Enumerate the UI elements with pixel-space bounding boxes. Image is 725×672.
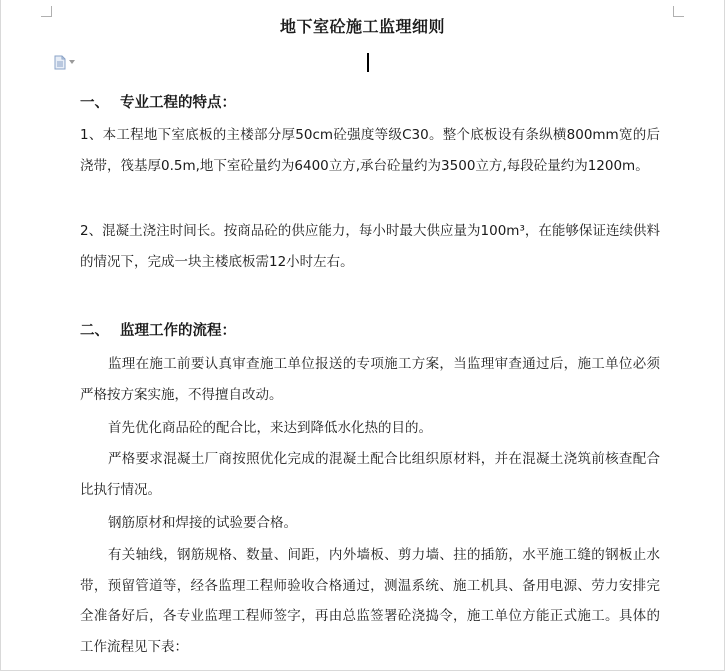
paragraph: 监理在施工前要认真审查施工单位报送的专项施工方案，当监理审查通过后，施工单位必须严格按方案实施，不得擅自改动。: [80, 356, 660, 403]
paragraph-options-button[interactable]: [54, 54, 78, 70]
section-number: 一、: [80, 95, 109, 111]
paragraph: 有关轴线，钢筋规格、数量、间距，内外墙板、剪力墙、拄的插筋，水平施工缝的钢板止水带，预留管道等，经各监理工程师验收合格通过，测温系统、施工机具、备用电源、劳力安排完全准备好后，各专业监理工程师签字，再由总监签署砼浇捣令，施工单位方能正式施工。具体的工作流程见下表：: [80, 547, 660, 655]
paragraph: 严格要求混凝土厂商按照优化完成的混凝土配合比组织原材料，并在混凝土浇筑前核查配合比执行情况。: [80, 451, 660, 498]
paragraph: 1、本工程地下室底板的主楼部分厚50cm砼强度等级C30。整个底板设有条纵横800mm宽的后浇带，筏基厚0.5m,地下室砼量约为6400立方,承台砼量约为3500立方,每段砼量约为1200m。: [80, 127, 660, 174]
section-heading-text: 专业工程的特点：: [120, 95, 236, 111]
paragraph: 2、混凝土浇注时间长。按商品砼的供应能力，每小时最大供应量为100m³，在能够保证连续供料的情况下，完成一块主楼底板需12小时左右。: [80, 223, 660, 270]
paragraph: 钢筋原材和焊接的试验要合格。: [108, 515, 297, 531]
document-icon: [54, 55, 66, 70]
section-number: 二、: [80, 323, 109, 339]
text-cursor: [367, 53, 369, 72]
section-heading: [80, 91, 236, 112]
paragraph: 首先优化商品砼的配合比，来达到降低水化热的目的。: [108, 420, 432, 436]
document-title: 地下室砼施工监理细则: [279, 17, 445, 36]
section-heading-text: 监理工作的流程：: [120, 323, 236, 339]
chevron-down-icon: [69, 60, 75, 64]
section-heading: [80, 319, 236, 340]
